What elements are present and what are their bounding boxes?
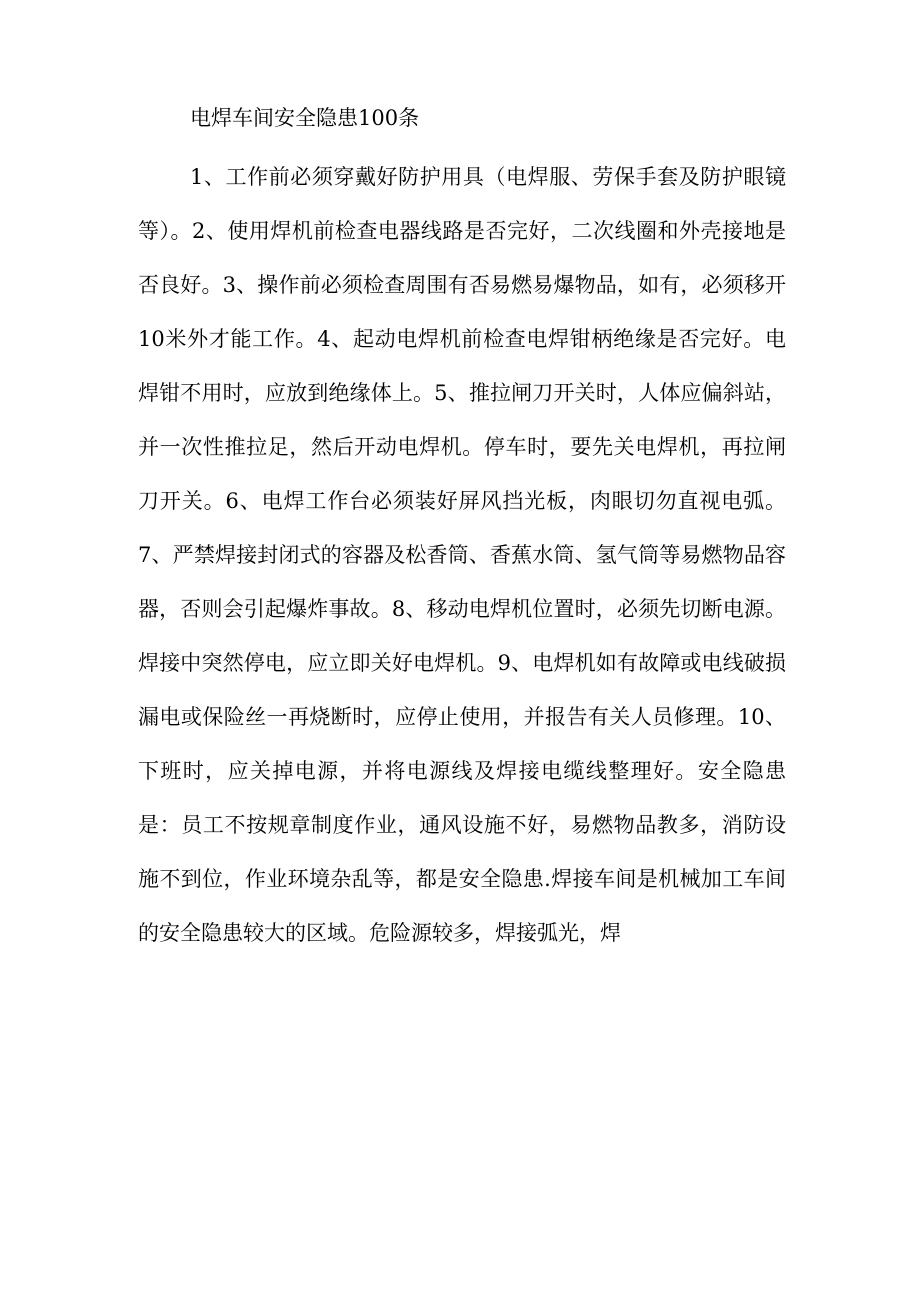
document-body-paragraph: 1、工作前必须穿戴好防护用具（电焊服、劳保手套及防护眼镜等）。2、使用焊机前检查电器线路是否完好，二次线圈和外壳接地是否良好。3、操作前必须检查周围有否易燃易爆物品，如有，必须移开10米外才能工作。4、起动电焊机前检查电焊钳柄绝缘是否完好。电焊钳不用时，应放到绝缘体上。5、推拉闸刀开关时，人体应偏斜站，并一次性推拉足，然后开动电焊机。停车时，要先关电焊机，再拉闸刀开关。6、电焊工作台必须装好屏风挡光板，肉眼切勿直视电弧。7、严禁焊接封闭式的容器及松香筒、香蕉水筒、氢气筒等易燃物品容器，否则会引起爆炸事故。8、移动电焊机位置时，必须先切断电源。焊接中突然停电，应立即关好电焊机。9、电焊机如有故障或电线破损漏电或保险丝一再烧断时，应停止使用，并报告有关人员修理。10、下班时，应关掉电源，并将电源线及焊接电缆线整理好。安全隐患是：员工不按规章制度作业，通风设施不好，易燃物品教多，消防设施不到位，作业环境杂乱等，都是安全隐患.焊接车间是机械加工车间的安全隐患较大的区域。危险源较多，焊接弧光，焊 [138, 165, 786, 945]
document-title: 电焊车间安全隐患100条 [190, 106, 420, 130]
